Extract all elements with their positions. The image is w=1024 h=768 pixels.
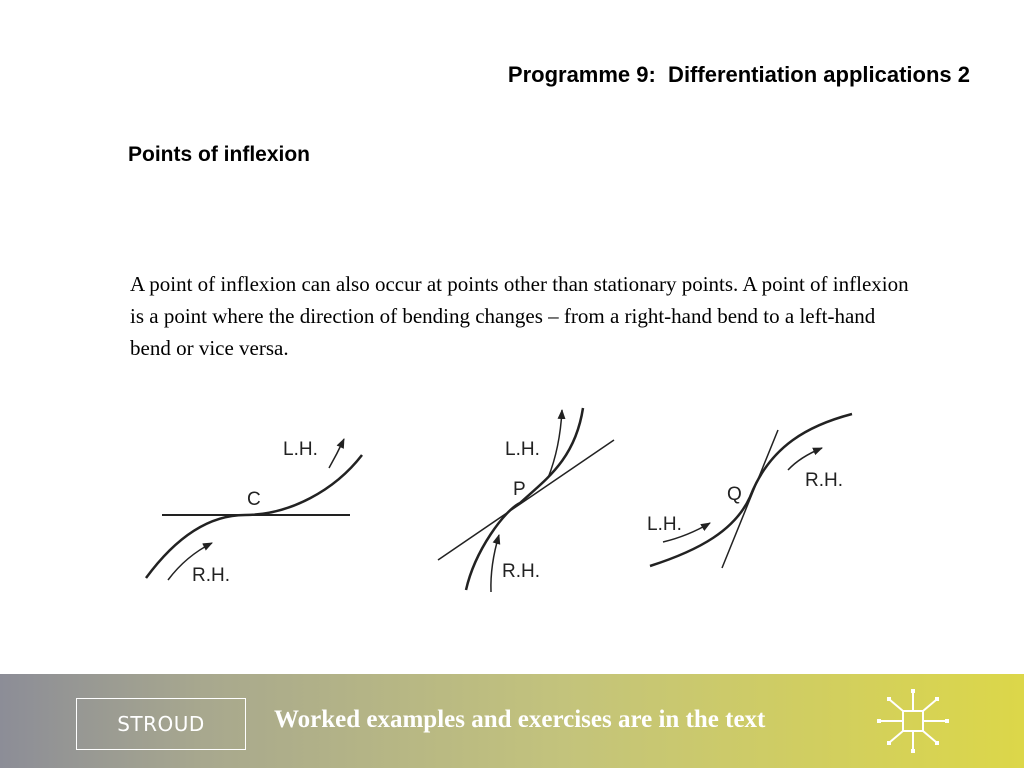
footer-bar [0,674,1024,768]
label-p-upper: L.H. [505,439,540,460]
inflexion-diagrams [0,395,1024,605]
label-q-upper: R.H. [805,470,843,491]
label-p-lower: R.H. [502,561,540,582]
curve-c [146,455,362,578]
arrow-q-upper [788,448,822,470]
label-q-lower: L.H. [647,514,682,535]
brand-label: STROUD [117,712,205,736]
diagram-q [647,414,852,568]
diagram-c [146,439,362,586]
circuit-node-icon [868,686,958,758]
label-c-lower: R.H. [192,565,230,586]
label-c-upper: L.H. [283,439,318,460]
diagram-p [438,408,614,592]
brand-box [76,698,246,750]
body-paragraph: A point of inflexion can also occur at points other than stationary points. A point of inflexion is a point where the direction of bending changes – from a right-hand bend to a left-hand bend or vice versa. [130,272,909,360]
section-heading: Points of inflexion [128,143,310,166]
footer-tagline: Worked examples and exercises are in the text [274,706,766,733]
label-c-point: C [247,489,261,510]
arrow-p-lower [491,535,499,592]
label-p-point: P [513,479,526,500]
arrow-c-upper [329,439,344,468]
page-title: Programme 9: Differentiation applications 2 [507,62,970,87]
label-q-point: Q [727,484,742,505]
